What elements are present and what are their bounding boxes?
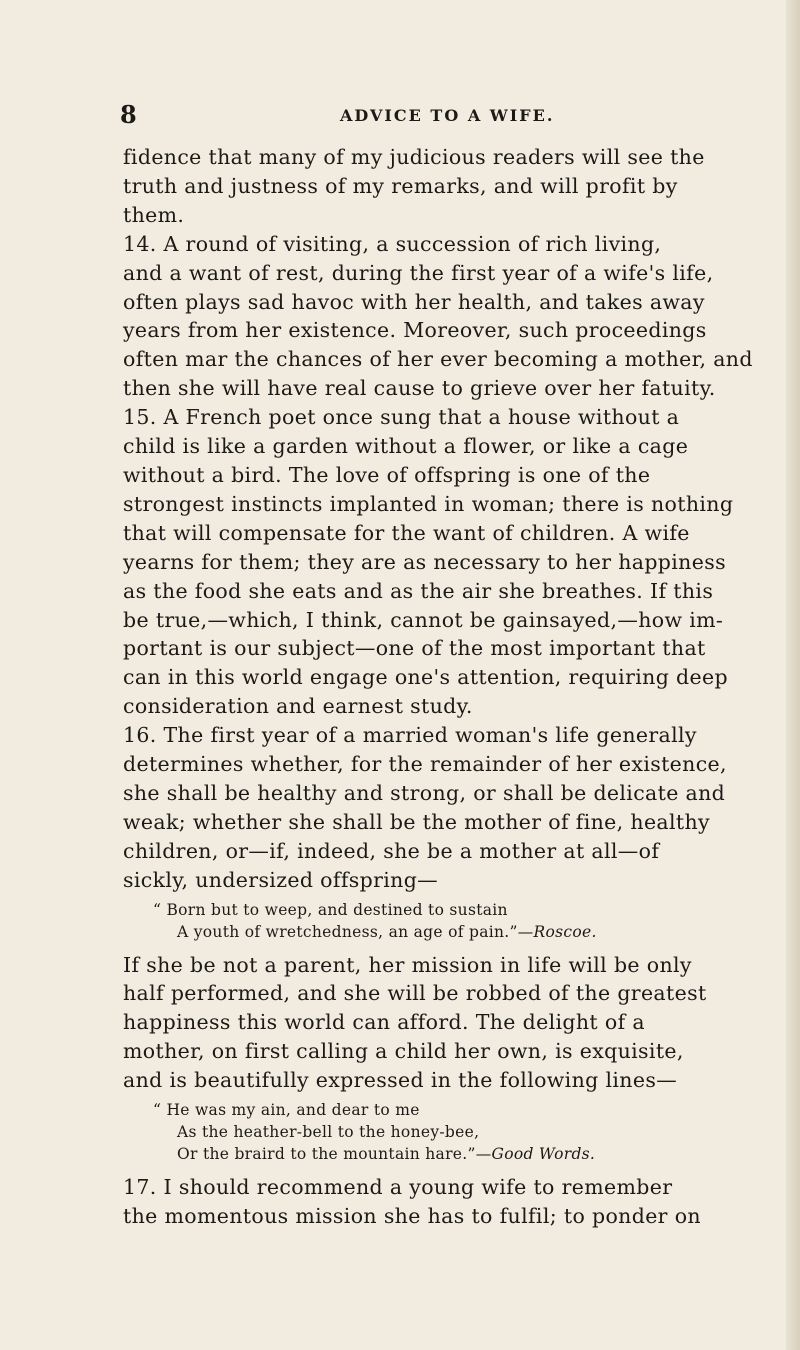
roscoe-quote [123, 899, 783, 943]
quote-line: As the heather-bell to the honey-bee, [177, 1123, 480, 1142]
text-line: that will compensate for the want of children. A wife [123, 520, 690, 545]
text-line: as the food she eats and as the air she breathes. If this [123, 578, 714, 603]
text-line: be true,—which, I think, cannot be gainsayed,—how im- [123, 607, 724, 632]
text-line: consideration and earnest study. [123, 694, 473, 719]
text-line: and is beautifully expressed in the following lines— [123, 1068, 678, 1093]
quote-attribution: Roscoe. [533, 922, 597, 941]
text-line: portant is our subject—one of the most important that [123, 636, 706, 661]
text-line: strongest instincts implanted in woman; there is nothing [123, 491, 734, 516]
text-line: determines whether, for the remainder of her existence, [123, 752, 727, 777]
text-line: children, or—if, indeed, she be a mother at all—of [123, 838, 660, 863]
page-number: 8 [120, 100, 138, 129]
page-edge [786, 0, 800, 1350]
quote-text: Or the braird to the mountain hare.”— [177, 1145, 492, 1164]
quote-line [123, 921, 783, 943]
text-line: 16. The first year of a married woman's life generally [123, 723, 697, 748]
page-header [0, 100, 800, 130]
text-line: sickly, undersized offspring— [123, 867, 439, 892]
quote-line: “ He was my ain, and dear to me [153, 1101, 420, 1120]
text-line: years from her existence. Moreover, such proceedings [123, 318, 707, 343]
text-line: weak; whether she shall be the mother of fine, healthy [123, 809, 710, 834]
text-line: without a bird. The love of offspring is one of the [123, 462, 651, 487]
text-line: half performed, and she will be robbed of the greatest [123, 981, 707, 1006]
quote-line: “ Born but to weep, and destined to sustain [153, 900, 508, 919]
body-text [123, 143, 783, 1231]
text-line: fidence that many of my judicious readers will see the [123, 145, 705, 169]
text-line: 17. I should recommend a young wife to remember [123, 1175, 673, 1200]
text-line: then she will have real cause to grieve over her fatuity. [123, 376, 716, 401]
good-words-quote [123, 1099, 783, 1165]
quote-attribution: Good Words. [491, 1145, 596, 1164]
text-line: child is like a garden without a flower, or like a cage [123, 434, 689, 459]
text-line: happiness this world can afford. The delight of a [123, 1010, 645, 1035]
text-line: can in this world engage one's attention, requiring deep [123, 665, 728, 690]
text-line: truth and justness of my remarks, and will profit by [123, 173, 678, 198]
text-line: often mar the chances of her ever becoming a mother, and [123, 347, 753, 372]
text-line: she shall be healthy and strong, or shall be delicate and [123, 780, 726, 805]
quote-text: A youth of wretchedness, an age of pain.”— [177, 922, 534, 941]
text-line: yearns for them; they are as necessary to her happiness [123, 549, 726, 574]
text-line: 14. A round of visiting, a succession of rich living, [123, 231, 662, 256]
text-line: the momentous mission she has to fulfil; to ponder on [123, 1204, 701, 1228]
text-line: and a want of rest, during the first year of a wife's life, [123, 260, 714, 285]
quote-line [123, 1143, 783, 1165]
text-line: mother, on first calling a child her own, is exquisite, [123, 1039, 684, 1064]
running-head: ADVICE TO A WIFE. [340, 106, 555, 125]
text-line: them. [123, 202, 185, 227]
text-line: often plays sad havoc with her health, and takes away [123, 289, 705, 314]
text-line: If she be not a parent, her mission in life will be only [123, 952, 692, 977]
text-line: 15. A French poet once sung that a house without a [123, 405, 680, 430]
